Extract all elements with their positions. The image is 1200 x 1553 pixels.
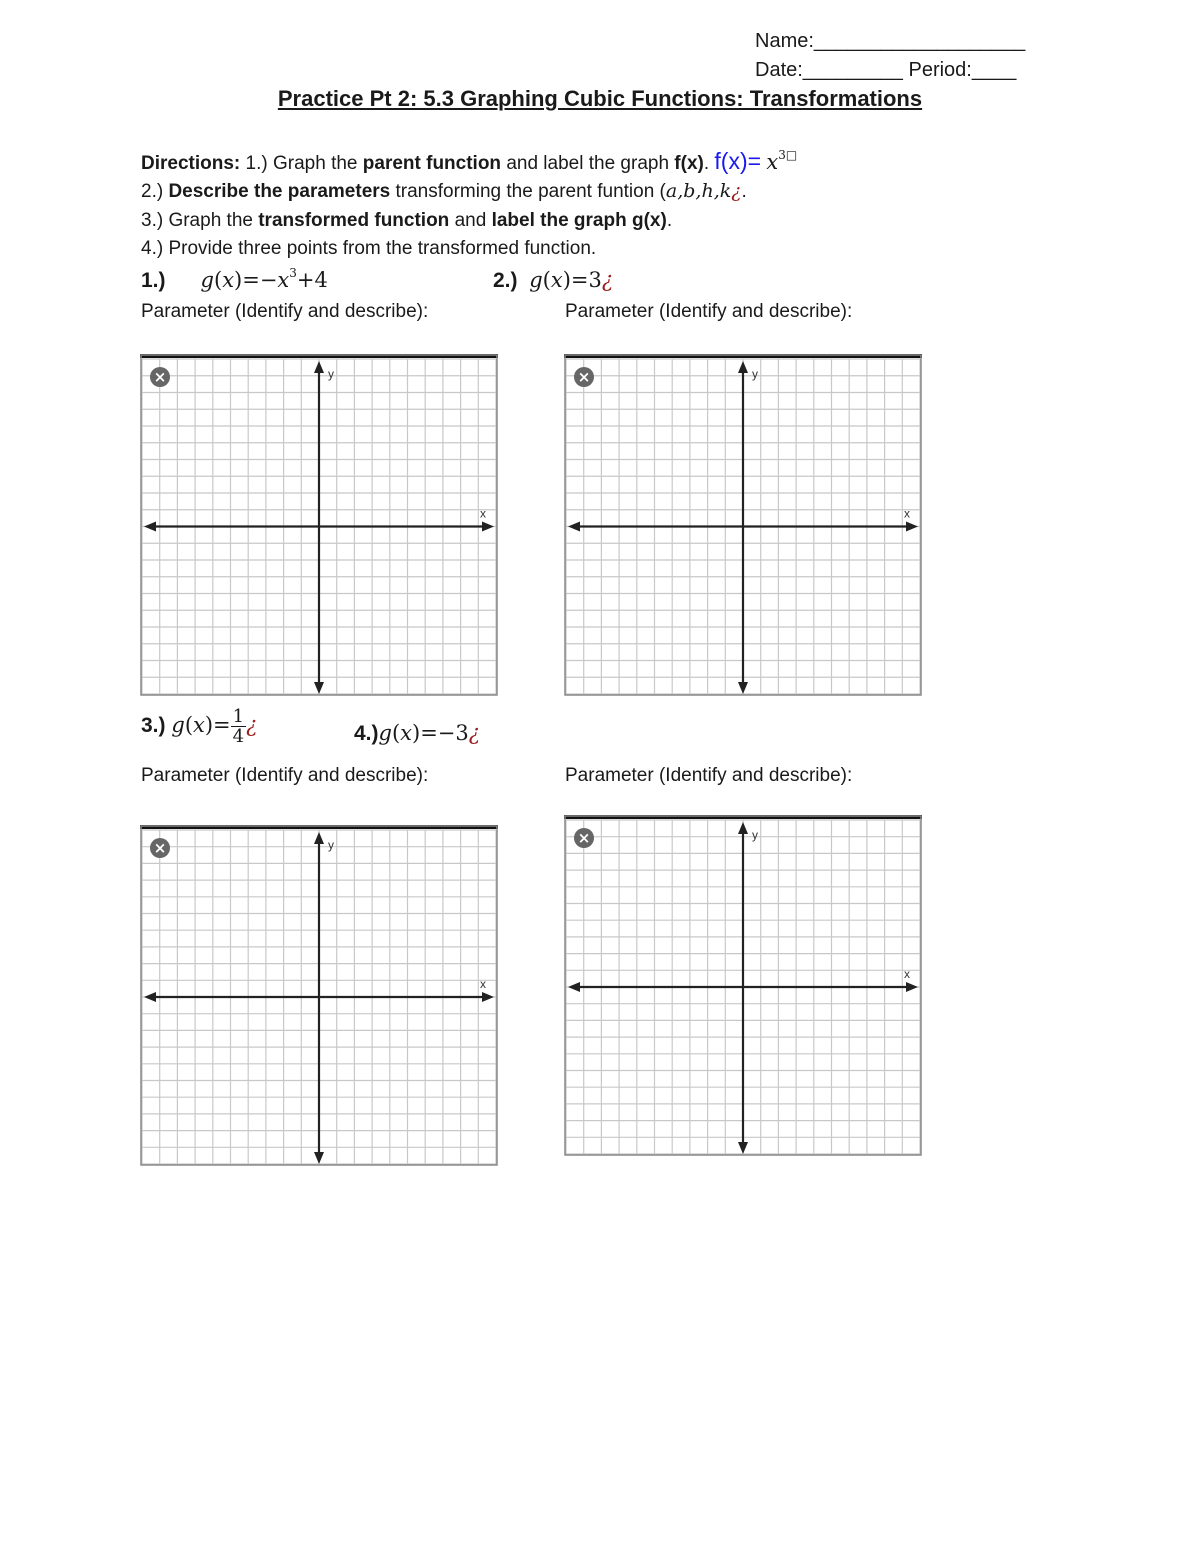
date-period-field[interactable] <box>755 59 1016 82</box>
x-axis-label: x <box>480 977 486 991</box>
svg-text:×: × <box>577 368 591 386</box>
y-axis-label: y <box>752 367 758 381</box>
problem-1-equation: 1.) $g(x)=-x^3+4$ <box>141 266 328 292</box>
parameter-label-1: Parameter (Identify and describe): <box>141 301 429 322</box>
x-axis-label: x <box>904 967 910 981</box>
problem-3-equation: 3.) g(x)= $\frac{1}{4}$ ¿ <box>141 706 258 747</box>
svg-text:×: × <box>153 839 167 857</box>
close-circle-icon[interactable] <box>574 367 594 387</box>
parameter-label-3: Parameter (Identify and describe): <box>141 765 429 786</box>
svg-text:×: × <box>153 368 167 386</box>
svg-text:×: × <box>577 829 591 847</box>
problem-2-equation: 2.) g(x)=3¿ <box>493 268 614 292</box>
name-field[interactable]: Name:___________________ <box>755 30 1026 52</box>
coordinate-grid-4[interactable] <box>564 815 922 1156</box>
coordinate-grid-2[interactable] <box>564 354 922 696</box>
parent-function-label: f(x)= <box>714 148 762 174</box>
y-axis-label: y <box>328 838 334 852</box>
page-title: Practice Pt 2: 5.3 Graphing Cubic Functions: Transformations <box>277 86 923 111</box>
directions-line-3: 3.) Graph the transformed function and label the graph g(x). <box>141 210 673 231</box>
directions-line-2: 2.) Describe the parameters transforming the parent funtion (a,b,h,k¿. <box>141 180 747 202</box>
coordinate-grid-3[interactable] <box>140 825 498 1166</box>
close-circle-icon[interactable] <box>574 828 594 848</box>
y-axis-label: y <box>328 367 334 381</box>
parameter-label-2: Parameter (Identify and describe): <box>565 301 853 322</box>
close-circle-icon[interactable] <box>150 367 170 387</box>
coordinate-grid-1[interactable] <box>140 354 498 696</box>
y-axis-label: y <box>752 828 758 842</box>
directions-line-4: 4.) Provide three points from the transformed function. <box>141 238 597 259</box>
fraction-one-quarter: $\frac{1}{4}$ <box>232 706 245 747</box>
parameter-label-4: Parameter (Identify and describe): <box>565 765 853 786</box>
x-axis-label: x <box>480 506 486 521</box>
date-field[interactable]: Date:_________ <box>755 59 903 81</box>
directions-line-1: Directions: 1.) Graph the parent function and label the graph f(x). $f(x)= x^{3□}$ <box>141 148 798 174</box>
x-axis-label: x <box>904 506 910 521</box>
period-field[interactable]: Period:____ <box>908 59 1017 81</box>
problem-4-equation: 4.)g(x)=−3¿ <box>354 721 481 745</box>
close-circle-icon[interactable] <box>150 838 170 858</box>
